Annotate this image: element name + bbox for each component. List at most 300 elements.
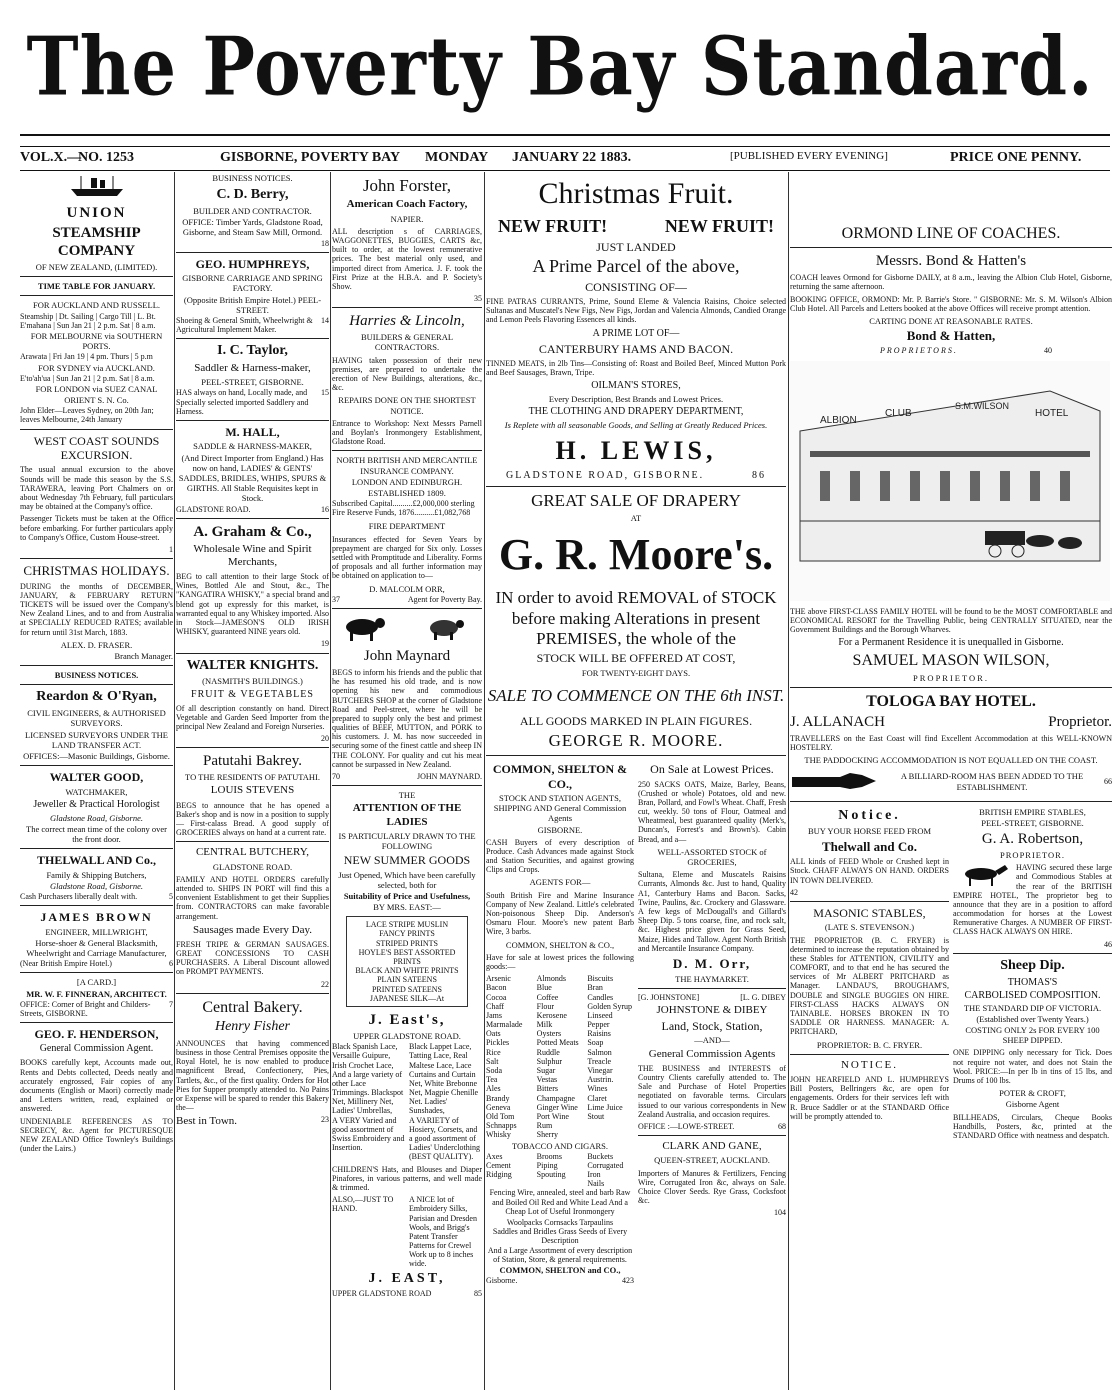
graham-name: A. Graham & Co., [193,523,312,540]
card-label: [A CARD.] [76,977,117,988]
list-item: Bitters [536,1084,559,1094]
divider [20,665,173,666]
sign-club: CLUB [885,407,912,419]
orient-line: ORIENT S. N. Co. [64,395,129,406]
henderson-sub: General Commission Agent. [39,1043,154,1055]
day: MONDAY [425,150,489,165]
divider [20,684,173,685]
list-item: BLACK AND WHITE PRINTS [355,966,459,976]
proprietor-label: Proprietor. [1048,714,1112,731]
list-item: Buckets [587,1151,614,1161]
bakery-name: Central Bakery. [202,998,303,1016]
list-item: Ales [486,1084,501,1094]
divider [332,785,482,786]
forster-name: John Forster, [362,176,452,195]
nbm-location: LONDON AND EDINBURGH. [351,476,463,487]
robertson-name: G. A. Robertson, [981,830,1084,847]
lewis-location: GLADSTONE ROAD, GISBORNE. [506,469,705,481]
divider [790,687,1112,688]
nbm-name: NORTH BRITISH AND MERCANTILE INSURANCE COMPANY. [336,455,478,476]
westcoast-heading: WEST COAST SOUNDS EXCURSION. [33,433,160,463]
hall-text: (And Direct Importer from England.) Has now on hand, LADIES' & GENTS' SADDLES, BRIDLES, WHIPS, SPURS & GIRTHS. All Stable Requisites kept in Stock. [178,452,327,504]
carbo-name: CARBOLISED COMPOSITION. [964,989,1101,1001]
date-rule [20,170,1110,171]
list-item: Stout [587,1111,605,1121]
ad-number: 35 [474,294,482,304]
hardware-table [486,1152,634,1189]
column-5 [790,172,1112,1390]
ad-number: 37 [332,594,340,604]
fryer-text: PROPRIETOR: B. C. FRYER. [816,1039,923,1050]
thelwall-text: Cash Purchasers liberally dealt with. [20,892,138,902]
shelton-name3: COMMON, SHELTON and CO., [499,1264,621,1275]
fire-text: Insurances effected for Seven Years by prepayment are charged for Six only. Losses settled with Promptitude and Liberality. Forms of proposals and all further information may be obtained on application to— [332,534,482,581]
westcoast-text: The usual annual excursion to the above Sounds will be made this season by the S.S. TARAWERA, leaving Port Chalmers on or about Wednesday 7th February, full particulars may be obtained at the Company's office. [20,465,173,512]
new-fruit: NEW FRUIT! [498,216,608,236]
divider [332,450,482,451]
stevens-text: BEGS to announce that he has opened a Baker's shop and is now in a position to supply— First-calass Bread. A good supply of GROCERIES always on hand at a current rate. [176,800,329,838]
maynard-name: John Maynard [363,647,451,664]
drapery-heading: GREAT SALE OF DRAPERY [531,490,741,510]
column-4 [486,172,786,1390]
forster-location: NAPIER. [390,213,424,224]
bes-name: BRITISH EMPIRE STABLES, [979,806,1086,817]
ad-number: 23 [321,1115,329,1125]
company-sub: OF NEW ZEALAND, (LIMITED). [35,262,158,272]
route-london: FOR LONDON via SUEZ CANAL [35,383,158,394]
butchery-name: CENTRAL BUTCHERY, [195,846,310,859]
list-item: Vinegar [587,1066,613,1075]
tinned-text: TINNED MEATS, in 2lb Tins—Consisting of: Roast and Boiled Beef, Minced Mutton Pork and Beef Sausages, Brawn, Tripe. [486,358,786,378]
ladies-sub: IS PARTICULARLY DRAWN TO THE FOLLOWING [338,830,476,851]
list-item: Piping [536,1160,558,1170]
ad-number: 18 [321,238,329,248]
column-1 [20,172,173,1390]
list-item: Raisins [587,1029,611,1039]
sign-wilson: S.M.WILSON [955,400,1010,411]
masonic-sub: (LATE S. STEVENSON.) [824,922,915,933]
list-item: Salmon [587,1047,612,1057]
robertson-text: HAVING secured these large and Commodious Stables at the rear of the BRITISH EMPIRE HOTEL, The proprietor beg to announce that they are in a position to afford accommodation for horses at the Lowest Remunerative Charges. A NUMBER OF FIRST-CLASS HACK ALWAYS ON HIRE. [953,863,1112,937]
route-auckland: FOR AUCKLAND AND RUSSELL. [32,300,161,311]
goods-table [486,974,634,1139]
prime-lot: A PRIME LOT OF— [592,327,680,339]
divider [332,307,482,308]
divider [176,747,329,748]
sausages-heading: Sausages made Every Day. [192,923,313,936]
list-item: Austrin. Wines [587,1075,614,1094]
summer-heading: NEW SUMMER GOODS [343,853,471,868]
hall-location: GLADSTONE ROAD. [176,504,251,514]
at: AT [630,513,642,524]
east-by: BY MRS. EAST:— [373,902,441,913]
ad-number: 70 [332,772,340,782]
humphreys-location: (Opposite British Empire Hotel.) PEEL-STREET. [183,294,322,315]
list-item: Almonds [536,974,567,984]
ad-number: 7 [169,999,173,1009]
east-location: UPPER GLADSTONE ROAD. [353,1030,461,1041]
ad-number: 15 [321,388,329,398]
taylor-name: I. C. Taylor, [217,343,288,359]
ad-number: 1 [169,544,173,554]
east2-location: UPPER GLADSTONE ROAD [332,1289,432,1299]
list-item: Blue [536,983,552,993]
divider [486,486,786,487]
butchery-text: FAMILY AND HOTEL ORDERS carefully attended to. SHIPS IN PORT will find this a convenient Establishment to get their Supplies from. CONTRACTORS can make favorable arrangement. [176,874,329,921]
list-item: Nails [587,1179,605,1189]
christmas-fruit-heading: Christmas Fruit. [538,177,734,210]
list-item: Vestas [536,1075,558,1085]
place: GISBORNE, POVERTY BAY [220,150,401,165]
proprietors: PROPRIETORS. [880,345,958,355]
divider [176,653,329,654]
thelwall-sub: Family & Shipping Butchers, [46,869,147,880]
thomas-name: THOMAS'S [1007,976,1058,988]
ad-number: 46 [1104,939,1112,949]
column-3 [332,172,482,1390]
column-2 [176,172,329,1390]
patutahi-name: Patutahi Bakrey. [202,753,302,770]
booking-text: BOOKING OFFICE, ORMOND: Mr. P. Barrie's Store. " GISBORNE: Mr. S. M. Wilson's Albion Club Hotel. All Parcels and Letters booked at the above Offices will receive prompt attention. [790,294,1112,313]
list-item: Sugar [536,1066,556,1075]
list-item: STRIPED PRINTS [375,938,438,948]
taylor-sub: Saddler & Harness-maker, [194,362,311,375]
date: JANUARY 22 1883. [512,150,632,165]
ad-number: 22 [321,979,329,989]
offered-text: STOCK WILL BE OFFERED AT COST, [536,651,736,666]
ad-number: 68 [778,1121,786,1131]
goods-column [587,974,634,1139]
lower-ads [486,760,786,1285]
best-in-town: Best in Town. [176,1115,238,1128]
divider [176,338,329,339]
divider [20,276,173,277]
timetable-header: Steamship | Dt. Sailing | Cargo Till | L. Bt. [20,311,156,321]
bond-text: COACH leaves Ormond for Gisborne DAILY, at 8 a.m., leaving the Albion Club Hotel, Gisborne, returning the same afternoon. [790,273,1112,292]
knights-sub: FRUIT & VEGETABLES [191,688,314,700]
timetable-row: Arawata | Fri Jan 19 | 4 pm. Thurs | 5 p.m [20,352,153,362]
divider [20,905,173,906]
ad-number: 40 [1044,345,1052,355]
jd-name: JOHNSTONE & DIBEY [656,1003,768,1016]
moore-signature: GEORGE R. MOORE. [548,730,724,750]
notice2-heading: NOTICE. [840,1058,899,1071]
ad-number: 86 [752,469,766,481]
sale-text: SALE TO COMMENCE ON THE 6th INST. [487,685,785,705]
list-item: Arsenic [486,974,511,984]
clark-text: Importers of Manures & Fertilizers, Fencing Wire, Corrugated Iron &c, always on Sale. Choice Clover Seeds. Rye Grass, Cocksfoot &c. [638,1168,786,1206]
divider [176,518,329,519]
summer-text: Just Opened, Which have been carefully selected, both for [338,869,476,890]
harries-entrance: Entrance to Workshop: Next Messrs Parnell and Boylan's Ironmongery Establishment, Gladstone Road. [332,418,482,447]
timetable-row: John Elder—Leaves Sydney, on 20th Jan; leaves Melbourne, 24th January [20,406,154,425]
shelton-name: COMMON, SHELTON & CO., [492,762,628,791]
list-item: Oysters [536,1029,562,1039]
route-melbourne: FOR MELBOURNE via SOUTHERN PORTS. [30,330,163,352]
goods-column [537,974,584,1139]
harries-text: HAVING taken possession of their new premises, are prepared to undertake the erection of New Buildings, alterations, &c., &c. [332,355,482,393]
list-item: Sulphur [536,1056,563,1066]
ladies-the: THE [398,790,416,801]
ad-number: 14 [321,315,329,325]
divider [176,841,329,842]
ad-number: 5 [169,892,173,902]
hams-heading: CANTERBURY HAMS AND BACON. [538,341,734,356]
masonic-text: THE PROPRIETOR (B. C. FRYER) is determined to increase the reputation obtained by these Stables for ATTENTION, CIVILITY and COMFORT, and to that end he has secured the services of Mr ALBERT PRITCHARD as Manager. LANDAU'S, BROUGHAM'S, DOUBLE and SINGLE BUGGIES ON HIRE. FIRST-CLASS HACKS ALWAYS ON TAINABLE. HORSES BROKEN IN TO SADDLE OR HARNESS. MANAGER: A. PRITCHARD, [790,935,949,1037]
ad-number: 66 [1104,777,1112,786]
timetable: TIME TABLE FOR JANUARY. [37,281,156,292]
assorted-text: Sultana, Eleme and Muscatels Raisins Currants, Almonds &c. Just to hand, Quality A1, Canterbury Hams and Bacon. Sacks, Twine, Paulins, &c. Crockery and Glassware. A few kegs of McDougall's and Gillard's Sheep Dip. 5 tons coarse, fine, and rock salt, &c. Highest price given for Grass Seed, Maize, Hides and Tallow. Agent North British and Mercantile Insurance Company. [638,870,786,953]
patutahi-text: TO THE RESIDENTS OF PATUTAHI. [185,772,320,783]
tobacco-heading: TOBACCO AND CIGARS. [512,1140,608,1151]
ad-number: 104 [774,1208,786,1218]
forster-text: ALL description s of CARRIAGES, WAGGONETTES, BUGGIES, CARTS &c, built to order, at the lowest remunerative prices. The best material only used, and imported direct from America. J. F. took the First Prize at the H.B.A. and P. Society's Show. [332,226,482,291]
days-text: FOR TWENTY-EIGHT DAYS. [581,667,691,678]
timetable-row: E'to'ah'ua | Sun Jan 21 | 2 p.m. Sat | 8 a.m. [20,373,155,383]
berry-text: OFFICE: Timber Yards, Gladstone Road, Gisborne, and Steam Saw Mill, Ormond. [182,217,323,238]
nbm-capital: Subscribed Capital..........£2,000,000 sterling Fire Reserve Funds, 1876..........£1,082,768 [332,499,475,518]
ad-number: 42 [790,887,798,897]
fruit-text: FINE PATRAS CURRANTS, Prime, Sound Eleme & Valencia Raisins, Choice selected Sultanas and Muscatel's New Figs, New Figs, Jordan and Valencia Almonds, Candied Orange and Lemon Peels Flavoring Essences all kinds. [486,296,786,325]
steamship-heading: STEAMSHIP COMPANY [52,225,141,259]
finneran-name: MR. W. F. FINNERAN, ARCHITECT. [26,988,167,999]
column-divider [174,172,175,1390]
top-rule [20,134,1110,136]
fisher-name: Henry Fisher [214,1019,291,1035]
published-note: [PUBLISHED EVERY EVENING] [730,150,888,162]
henderson-name: GEO. F. HENDERSON, [34,1027,159,1042]
list-item: Geneva [486,1102,511,1112]
issue-number: NO. 1253 [78,150,134,165]
divider [176,993,329,994]
divider [176,252,329,253]
agents-heading: AGENTS FOR— [529,877,591,888]
jd-and: —AND— [694,1035,730,1046]
shelton-sub: STOCK AND STATION AGENTS, SHIPPING AND General Commission Agents [493,792,627,824]
robertson-sub: PROPRIETOR. [1000,849,1065,860]
list-item: Brandy [486,1093,510,1103]
lewis-name: H. LEWIS, [555,435,717,465]
bond-name: Messrs. Bond & Hatten's [875,253,1027,270]
paddock-text: THE PADDOCKING ACCOMMODATION IS NOT EQUALLED ON THE COAST. [804,755,1098,766]
knights-location: (NASMITH'S BUILDINGS.) [202,676,303,687]
list-item: Chaff [486,1001,505,1011]
thelwall-location: Gladstone Road, Gisborne. [49,880,144,891]
jd-sub: Land, Stock, Station, [661,1019,763,1034]
nbm-established: ESTABLISHED 1809. [368,487,446,498]
sheep-dip-heading: Sheep Dip. [1000,957,1065,973]
brown-sub: ENGINEER, MILLWRIGHT, [45,926,148,937]
brown-name: JAMES BROWN [40,910,153,925]
list-item: Bran [587,983,603,993]
clothing-heading: THE CLOTHING AND DRAPERY DEPARTMENT, [528,406,744,418]
divider [176,420,329,421]
lace-goods [332,1042,482,1116]
christmas-holidays: CHRISTMAS HOLIDAYS. [23,563,170,579]
carting-text: CARTING DONE AT REASONABLE RATES. [869,315,1033,326]
divider [638,988,786,989]
onsale-heading: On Sale at Lowest Prices. [650,762,774,777]
graham-sub: Wholesale Wine and Spirit Merchants, [193,542,312,568]
wilson-name: SAMUEL MASON WILSON, [852,652,1050,670]
moore-name: G. R. Moore's. [498,530,774,580]
list-item: Candles [587,992,614,1002]
list-item: Old Tom [486,1111,515,1121]
shelton-location: GISBORNE. [537,824,583,835]
clark-location: QUEEN-STREET, AUCKLAND. [654,1155,770,1166]
taylor-location: PEEL-STREET, GISBORNE. [201,377,304,388]
humphreys-text: Shoeing & General Smith, Wheelwright & Agricultural Implement Maker. [176,315,313,335]
brown-text: Horse-shoer & General Blacksmith, Wheelwright and Carriage Manufacturer, [26,937,167,958]
divider [20,765,173,766]
divider [20,429,173,430]
notices-heading: BUSINESS NOTICES. [54,670,139,681]
divider [486,755,786,756]
hall-sub: SADDLE & HARNESS-MAKER, [193,441,312,452]
goods-column: Black Spanish Lace, Versaille Guipure, Irish Crochet Lace, And a large variety of other Lace Trimmings. Blackspot Net, Millinery Net, Ladies' Umbrellas, [332,1042,404,1116]
suitability: Suitability of Price and Usefulness, [343,890,471,901]
good-text: The correct mean time of the colony over the front door. [26,823,167,845]
divider [790,247,1112,248]
hotel-illustration-icon [790,361,1110,601]
christmas-text: DURING the months of DECEMBER, JANUARY, & FEBRUARY RETURN TICKETS will be issued over the Company's New Zealand Lines, and to and from Australia at SPECIALLY REDUCED RATES; available for return until 31st March, 1883. [20,581,173,637]
list-item: Ridging [486,1170,512,1180]
hall-name: M. HALL, [225,424,280,439]
reardon-name: Reardon & O'Ryan, [36,689,157,705]
oats-text: 250 SACKS OATS, Maize, Barley, Beans, (Crushed or whole) Potatoes, old and new. Bran, Pollard, and Fowl's Wheat. Chaff, Fresh cut, weekly. 50 tons of Flour, Oatmeal and Wheatmeal, best guaranteed quality (Merk's, Duncan's, Forrest's and Brown's). Cabin Bread, and a— [638,779,786,844]
oilman-heading: OILMAN'S STORES, [591,380,681,392]
jd-sub2: General Commission Agents [648,1047,776,1060]
list-item: Corrugated Iron [587,1160,624,1180]
just-landed: JUST LANDED [596,239,676,254]
residence-text: For a Permanent Residence it is unequalled in Gisborne. [838,637,1064,649]
shelton-ad [486,760,634,1285]
ad-number: 6 [169,959,173,969]
jd-text: THE BUSINESS and INTERESTS of Country Clients carefully attended to. The Sale and Purchase of Hotel Properties negotiated on favorable terms. Circulars issued to our various correspondents in New Zealand Australia, and occasion requires. [638,1063,786,1119]
divider [20,295,173,296]
pointing-hand-icon [790,767,880,797]
billiard-text: A BILLIARD-ROOM HAS BEEN ADDED TO THE ESTABLISHMENT. [900,771,1084,792]
list-item: Marmalade [486,1020,523,1030]
list-item: Port Wine [536,1111,569,1121]
list-item: Tea [486,1075,498,1085]
list-item: Milk [536,1020,553,1030]
thelwall-name: THELWALL AND Co., [37,853,156,868]
divider [20,1022,173,1023]
list-item: LACE STRIPE MUSLIN [365,920,449,930]
reardon-text: LICENSED SURVEYORS UNDER THE LAND TRANSFER ACT. [25,729,168,750]
list-item: Claret [587,1093,607,1103]
shelton-name2: COMMON, SHELTON & CO., [505,939,615,950]
clothing-text: Is Replete with all seasonable Goods, and Selling at Greatly Reduced Prices. [504,420,768,431]
steamship-icon [67,176,127,200]
saddles-text: Saddles and Bridles Grass Seeds of Every Description [492,1227,628,1246]
list-item: Bacon [486,983,507,993]
new-fruit: NEW FRUIT! [664,216,774,236]
dmorr-name: D. M. Orr, [672,955,752,971]
johnstone-label: [G. JOHNSTONE] [638,992,700,1002]
notice-ad [790,806,949,1143]
signature: ALEX. D. FRASER. [60,639,133,650]
carbo-sub: THE STANDARD DIP OF VICTORIA. [963,1002,1102,1013]
masonic-heading: MASONIC STABLES, [813,905,926,920]
fencing-text: Fencing Wire, annealed, steel and barb Raw and Boiled Oil Red and White Lead And a Cheap Lot of Useful Ironmongery [489,1188,631,1216]
list-item: Soda [486,1066,502,1075]
bes-location: PEEL-STREET, GISBORNE. [981,817,1084,828]
shelton-location2: Gisborne. [486,1276,518,1286]
list-item: PLAIN SATEENS [377,975,437,985]
list-item: PRINTED SATEENS [371,984,442,994]
divider [20,972,173,973]
divider [790,1054,949,1055]
divider [20,848,173,849]
goods-column [537,1152,584,1189]
notice-heading: Notice. [838,807,901,823]
price: PRICE ONE PENNY. [950,150,1082,165]
divider [20,558,173,559]
dateline [20,150,1110,172]
list-item: Potted Meats [536,1038,579,1048]
heard-text: JOHN HEARFIELD AND L. HUMPHREYS Bill Posters, Bellringers &c, are open for engagements. Orders for their services left with R. Bruce Saddler or at the STANDARD Office will be promptly attended to. [790,1074,949,1121]
divider [953,953,1112,954]
list-item: Treacle [587,1056,612,1066]
harries-repairs: REPAIRS DONE ON THE SHORTEST NOTICE. [338,395,476,416]
also-text: ALSO,—JUST TO HAND. [332,1195,394,1214]
stables-ad [953,806,1112,1143]
stevens-name: LOUIS STEVENS [210,784,295,797]
hotel-text: THE above FIRST-CLASS FAMILY HOTEL will be found to be the MOST COMFORTABLE and ECONOMICAL RESORT for the Travelling Public, being CENTRALLY SITUATED, near the Government Buildings and the Borough Wharves. [790,606,1112,635]
thelwall-name: Thelwall and Co. [822,838,917,854]
removal-text: IN order to avoid REMOVAL of STOCK before making Alterations in present PREMISES, the whole of the [495,588,777,649]
ormond-heading: ORMOND LINE OF COACHES. [841,225,1061,242]
goods-column [486,974,533,1139]
assortment-text: And a Large Assortment of every description of Station, Store, & general requirements. [487,1245,633,1264]
orr-sub: Agent for Poverty Bay. [407,594,482,604]
marked-text: ALL GOODS MARKED IN PLAIN FIGURES. [519,714,753,729]
list-item: Flour [536,1001,555,1011]
carbo-text: ONE DIPPING only necessary for Tick. Does not require not water, and does not Stain the Wool. PRICE:—In per lb in tins of 15 lbs, and Drums of 100 lbs. [953,1048,1112,1085]
goods-column [486,1152,533,1189]
ad-number: 85 [474,1289,482,1299]
sign-hotel: HOTEL [1035,407,1069,419]
good-name: WALTER GOOD, [49,770,144,785]
column-divider [330,172,331,1390]
divider [790,801,1112,802]
column-divider [788,172,789,1390]
masthead [20,4,1100,130]
bond2-name: Bond & Hatten, [906,328,996,344]
sign-albion: ALBION [820,414,857,426]
orr-ad [638,760,786,1285]
hosiery-text: A VARIETY of Hosiery, Corsets, and a good assortment of Ladies' Underclothing (BEST QUALITY). [409,1115,480,1162]
goods-list [346,916,468,1007]
notice-text: BUY YOUR HORSE FEED FROM [807,826,932,837]
dmorr-location: THE HAYMARKET. [675,973,749,984]
bottom-ads [790,806,1112,1143]
list-item: FANCY PRINTS [379,929,435,939]
timetable-row: E'mahana | Sun Jan 21 | 2 p.m. Sat | 8 a.m. [20,320,156,330]
list-item: Whisky [486,1130,511,1140]
consisting: CONSISTING OF— [585,279,687,294]
newspaper-title: The Poverty Bay Standard. [26,18,1094,115]
butchery-location: GLADSTONE ROAD. [212,861,293,872]
harries-sub: BUILDERS & GENERAL CONTRACTORS. [360,332,454,353]
knights-name: WALTER KNIGHTS. [186,657,319,673]
list-item: Rice [486,1047,501,1057]
list-item: Kerosene [536,1010,567,1020]
divider [638,1135,786,1136]
clark-name: CLARK AND GANE, [662,1140,762,1153]
